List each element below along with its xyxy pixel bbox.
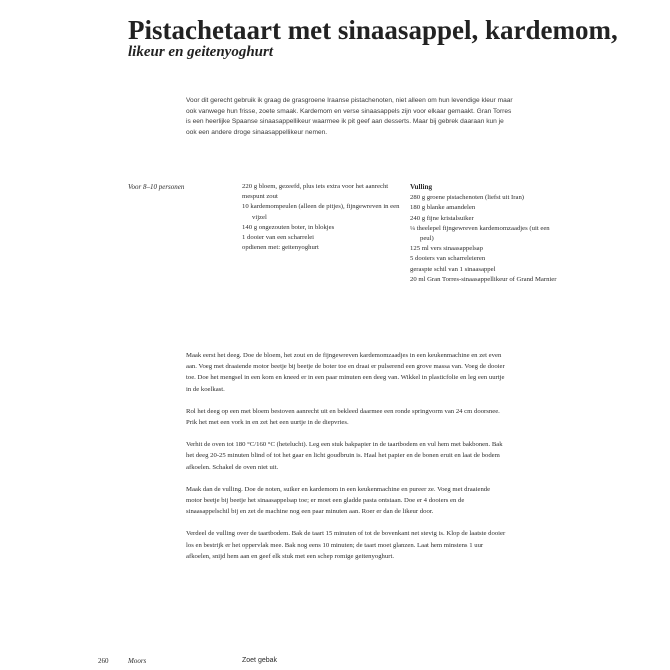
recipe-title: Pistachetaart met sinaasappel, kardemom, <box>128 15 618 45</box>
method-step: Maak eerst het deeg. Doe de bloem, het zout en de fijngewreven kardemomzaadjes in een keukenmachine en zet even aan. Voeg met draaiende motor beetje bij beetje de boter toe en draai er pulserend een grove massa van. Voeg de dooier toe. Doe het mengsel in een kom en kneed er in een paar minuten een deeg van. Wikkel in plasticfolie en leg een uurtje in de koelkast. <box>186 352 505 393</box>
method-step: Rol het deeg op een met bloem bestoven aanrecht uit en bekleed daarmee een ronde springvorm van 24 cm doorsnee. Prik het met een vork in en zet het een uurtje in de diepvries. <box>186 407 500 427</box>
recipe-subtitle: likeur en geitenyoghurt <box>128 44 274 60</box>
ingredient-item: 280 g groene pistachenoten (liefst uit Iran) <box>410 194 525 202</box>
method-steps <box>186 350 506 573</box>
page-number: 260 <box>98 657 109 665</box>
ingredient-item: 240 g fijne kristalsuiker <box>410 214 474 222</box>
section-name: Zoet gebak <box>242 657 278 664</box>
book-title: Moors <box>128 657 147 665</box>
ingredient-item: 180 g blanke amandelen <box>410 204 476 212</box>
ingredient-item: 140 g ongezouten boter, in blokjes <box>242 223 335 231</box>
ingredient-item: 20 ml Gran Torres-sinaasappellikeur of Grand Marnier <box>410 275 557 283</box>
ingredient-list-filling <box>410 182 560 285</box>
ingredient-item: 1 dooier van een scharrelei <box>242 234 315 242</box>
ingredient-item: opdienen met: geitenyoghurt <box>242 244 319 252</box>
ingredient-item: 220 g bloem, gezeefd, plus iets extra voor het aanrecht <box>242 183 389 190</box>
filling-heading: Vulling <box>410 183 433 191</box>
ingredient-item: geraspte schil van 1 sinaasappel <box>410 265 496 273</box>
ingredient-item: ¼ theelepel fijngewreven kardemomzaadjes (uit een peul) <box>410 224 550 243</box>
ingredient-item: mespunt zout <box>242 193 278 201</box>
method-step: Verdeel de vulling over de taartbodem. Bak de taart 15 minuten of tot de bovenkant net stevig is. Klop de laatste dooier los en bestrijk er het oppervlak mee. Bak nog eens 10 minuten; de taart moet glanzen. Laat hem minstens 1 uur afkoelen, snijd hem aan en geef elk stuk met een schep romige geitenyoghurt. <box>186 530 506 560</box>
method-step: Verhit de oven tot 180 °C/160 °C (hetelucht). Leg een stuk bakpapier in de taartbodem en vul hem met bakbonen. Bak het deeg 20-25 minuten blind of tot het gaar en licht goudbruin is. Haal het papier en de bonen eruit en laat de bodem afkoelen. Schakel de oven niet uit. <box>186 441 503 471</box>
ingredient-item: 10 kardemompeulen (alleen de pitjes), fijngewreven in een vijzel <box>242 203 400 221</box>
ingredient-item: 125 ml vers sinaasappelsap <box>410 245 483 253</box>
ingredient-item: 5 dooiers van scharreleieren <box>410 255 486 263</box>
method-step: Maak dan de vulling. Doe de noten, suiker en kardemom in een keukenmachine en pureer ze. Voeg met draaiende motor beetje bij beetje het sinaasappelsap toe; er moet een gladde pasta ontstaan. Doe er 4 dooiers en de sinaasappelschil bij en zet de machine nog een paar minuten aan. Roer er dan de likeur door. <box>186 485 491 516</box>
ingredient-list-dough <box>242 182 402 253</box>
recipe-intro: Voor dit gerecht gebruik ik graag de grasgroene Iraanse pistachenoten, niet alleen om hun levendige kleur maar ook vanwege hun frisse, zoete smaak. Kardemom en verse sinaasappels zijn voor elkaar gemaakt. Gran Torres is een heerlijke Spaanse sinaasappellikeur waarmee ik pit geef aan desserts. Maar bij gebrek daaraan kun je ook een andere droge sinaasappellikeur nemen. <box>186 97 513 136</box>
servings-note: Voor 8–10 personen <box>128 183 185 191</box>
